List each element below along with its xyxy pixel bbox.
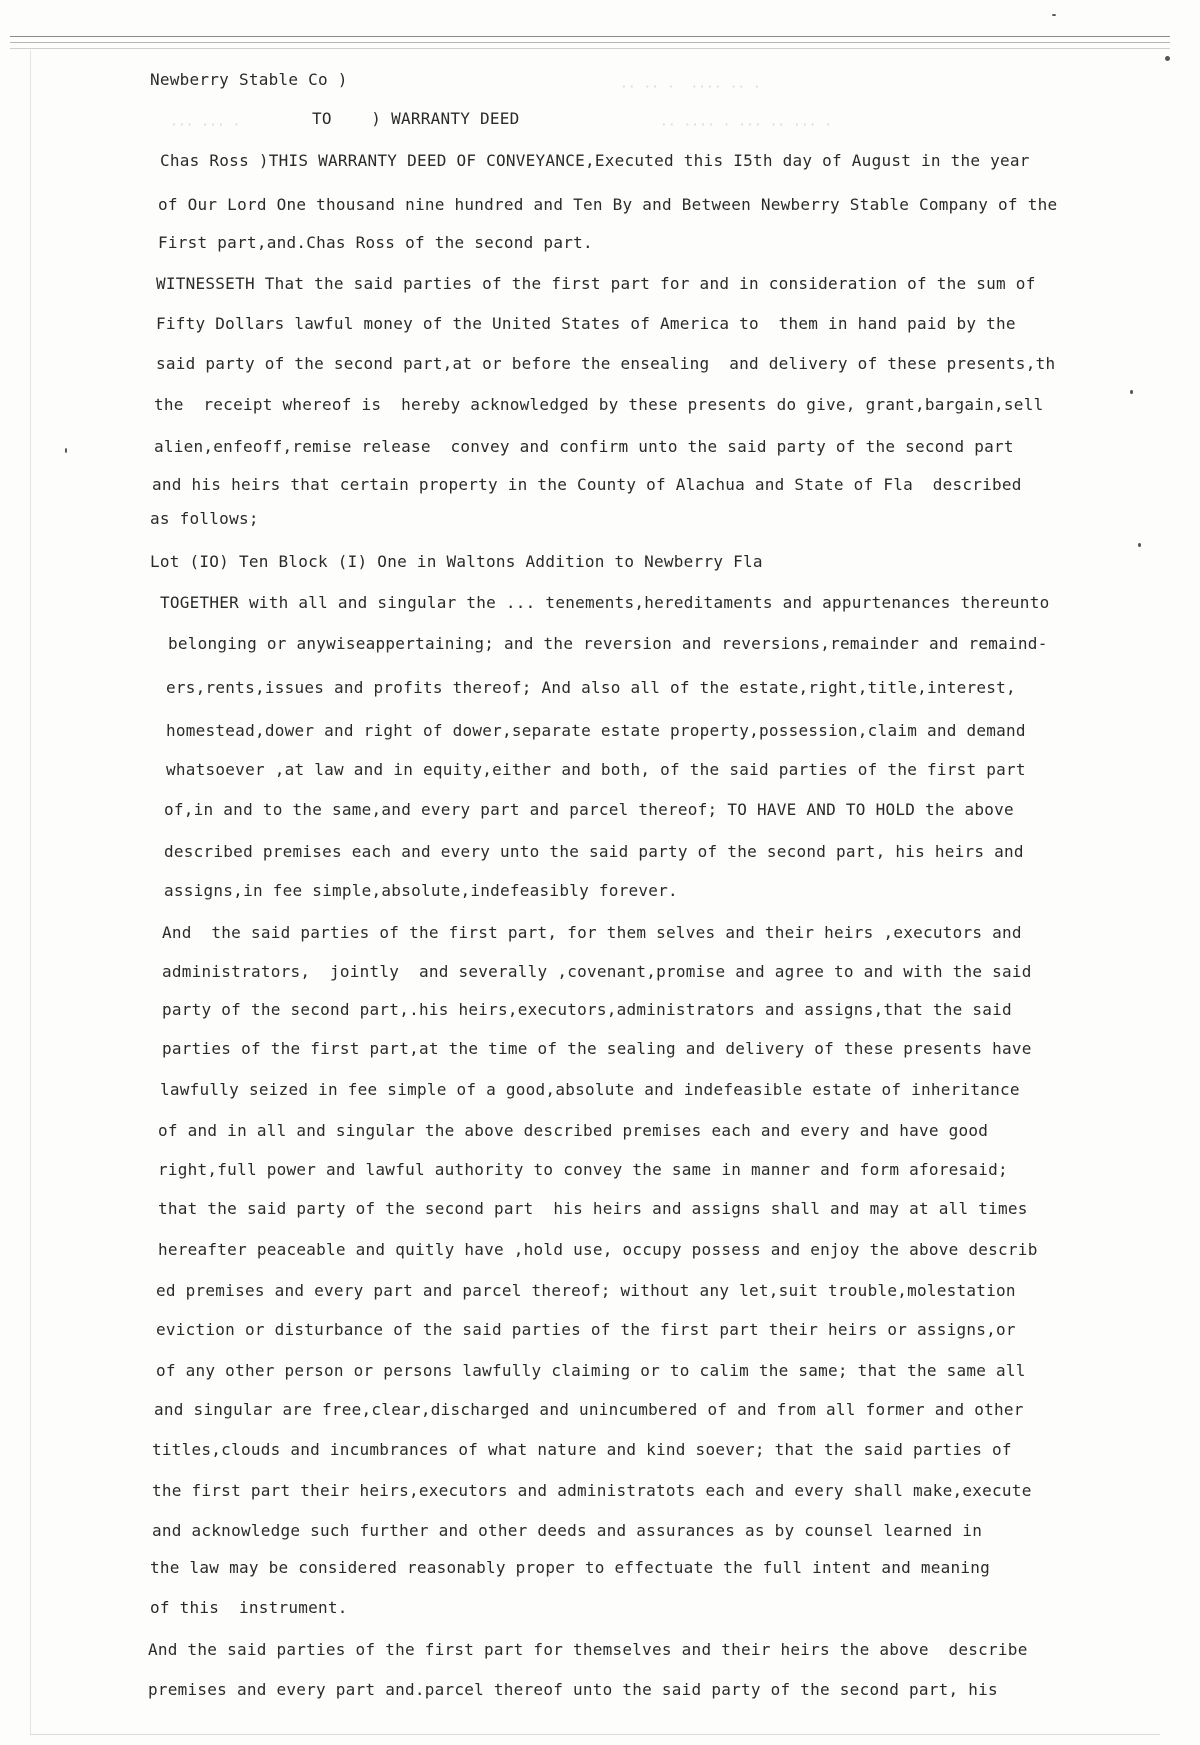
top-rule-3 <box>10 48 1170 49</box>
deed-line: whatsoever ,at law and in equity,either and both, of the said parties of the first part <box>166 760 1026 779</box>
document-title: TO ) WARRANTY DEED <box>312 109 520 128</box>
deed-line: of any other person or persons lawfully claiming or to calim the same; that the same all <box>156 1361 1026 1380</box>
deed-line: the law may be considered reasonably proper to effectuate the full intent and meaning <box>150 1558 991 1577</box>
bleed-through-mark: ··· ··· · <box>170 118 241 133</box>
deed-line: Fifty Dollars lawful money of the United States of America to them in hand paid by the <box>156 314 1016 333</box>
deed-line: of,in and to the same,and every part and parcel thereof; TO HAVE AND TO HOLD the above <box>164 800 1014 819</box>
property-description: Lot (IO) Ten Block (I) One in Waltons Addition to Newberry Fla <box>150 552 763 571</box>
deed-line: ed premises and every part and parcel thereof; without any let,suit trouble,molestation <box>156 1281 1016 1300</box>
ink-speck <box>1165 56 1170 61</box>
deed-line: described premises each and every unto the said party of the second part, his heirs and <box>164 842 1024 861</box>
deed-line: as follows; <box>150 509 259 528</box>
deed-line: belonging or anywiseappertaining; and the reversion and reversions,remainder and remaind- <box>168 634 1048 653</box>
deed-line: And the said parties of the first part for themselves and their heirs the above describe <box>148 1640 1028 1659</box>
deed-line: eviction or disturbance of the said parties of the first part their heirs or assigns,or <box>156 1320 1016 1339</box>
deed-line: that the said party of the second part his heirs and assigns shall and may at all times <box>158 1199 1028 1218</box>
deed-line: homestead,dower and right of dower,separate estate property,possession,claim and demand <box>166 721 1026 740</box>
page-bottom-edge <box>30 1734 1160 1735</box>
deed-line: And the said parties of the first part, for them selves and their heirs ,executors and <box>162 923 1022 942</box>
grantor-line: Newberry Stable Co ) <box>150 70 348 89</box>
bleed-through-mark: ·· ···· · ··· ·· ··· · <box>660 118 833 133</box>
deed-line: the receipt whereof is hereby acknowledged by these presents do give, grant,bargain,sell <box>154 395 1044 414</box>
deed-line: administrators, jointly and severally ,covenant,promise and agree to and with the said <box>162 962 1032 981</box>
deed-line: assigns,in fee simple,absolute,indefeasibly forever. <box>164 881 678 900</box>
deed-line: and singular are free,clear,discharged and unincumbered of and from all former and other <box>154 1400 1024 1419</box>
deed-line: WITNESSETH That the said parties of the first part for and in consideration of the sum of <box>156 274 1036 293</box>
bleed-through-mark: ·· ·· · ···· ·· · <box>620 80 761 95</box>
deed-line: said party of the second part,at or before the ensealing and delivery of these presents,th <box>156 354 1056 373</box>
deed-line: titles,clouds and incumbrances of what nature and kind soever; that the said parties of <box>152 1440 1012 1459</box>
deed-line: and his heirs that certain property in the County of Alachua and State of Fla described <box>152 475 1022 494</box>
top-rule-2 <box>10 42 1170 43</box>
grantee-intro-line: Chas Ross )THIS WARRANTY DEED OF CONVEYANCE,Executed this I5th day of August in the year <box>160 151 1030 170</box>
deed-line: of Our Lord One thousand nine hundred and Ten By and Between Newberry Stable Company of the <box>158 195 1058 214</box>
deed-line: the first part their heirs,executors and administratots each and every shall make,execute <box>152 1481 1032 1500</box>
deed-line: of this instrument. <box>150 1598 348 1617</box>
deed-line: hereafter peaceable and quitly have ,hold use, occupy possess and enjoy the above describ <box>158 1240 1038 1259</box>
deed-line: premises and every part and.parcel thereof unto the said party of the second part, his <box>148 1680 998 1699</box>
deed-line: of and in all and singular the above described premises each and every and have good <box>158 1121 989 1140</box>
deed-line: parties of the first part,at the time of the sealing and delivery of these presents have <box>162 1039 1032 1058</box>
deed-line: ers,rents,issues and profits thereof; And also all of the estate,right,title,interest, <box>166 678 1016 697</box>
deed-line: lawfully seized in fee simple of a good,absolute and indefeasible estate of inheritance <box>160 1080 1020 1099</box>
ink-speck <box>65 448 67 453</box>
ink-speck <box>1052 14 1056 16</box>
deed-line: TOGETHER with all and singular the ... tenements,hereditaments and appurtenances thereunto <box>160 593 1050 612</box>
top-rule <box>10 36 1170 37</box>
deed-line: alien,enfeoff,remise release convey and confirm unto the said party of the second part <box>154 437 1014 456</box>
deed-line: right,full power and lawful authority to convey the same in manner and form aforesaid; <box>158 1160 1008 1179</box>
deed-line: and acknowledge such further and other deeds and assurances as by counsel learned in <box>152 1521 983 1540</box>
deed-line: First part,and.Chas Ross of the second part. <box>158 233 593 252</box>
ink-speck <box>1130 390 1133 394</box>
deed-line: party of the second part,.his heirs,executors,administrators and assigns,that the said <box>162 1000 1012 1019</box>
ink-speck <box>1138 543 1141 547</box>
page-left-edge <box>30 50 31 1735</box>
